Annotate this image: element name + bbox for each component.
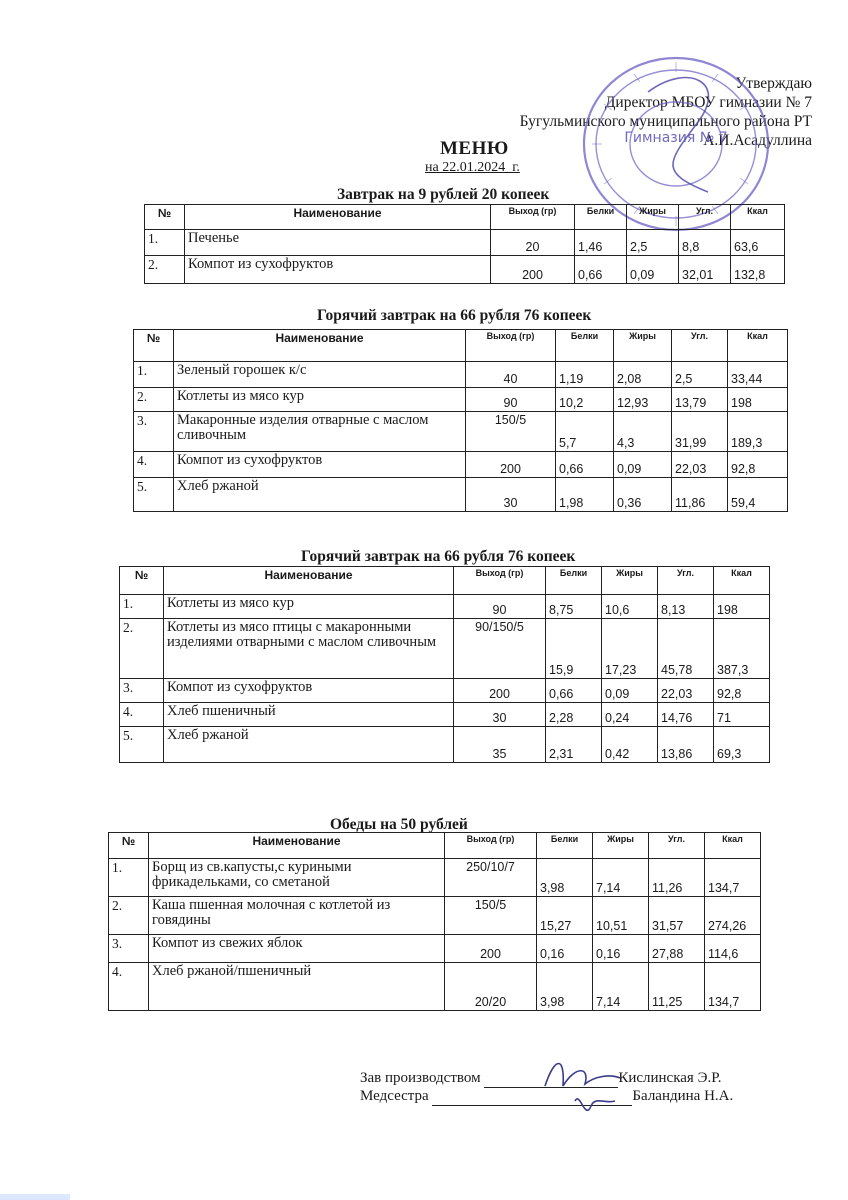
- row-kcal: 114,6: [705, 935, 761, 963]
- row-protein: 8,75: [546, 595, 602, 619]
- section-title-breakfast: Завтрак на 9 рублей 20 копеек: [337, 186, 550, 203]
- row-kcal: 59,4: [728, 478, 788, 512]
- table-row: [109, 897, 761, 935]
- row-fat: 12,93: [614, 388, 672, 412]
- row-yield: 30: [466, 478, 556, 512]
- header-num: №: [109, 833, 149, 859]
- row-fat: 0,09: [614, 452, 672, 478]
- table-row: [109, 935, 761, 963]
- row-yield: 150/5: [466, 412, 556, 452]
- row-num: 4.: [109, 963, 149, 1011]
- section-title-hot-breakfast-2: Горячий завтрак на 66 рубля 76 копеек: [301, 548, 576, 565]
- row-kcal: 274,26: [705, 897, 761, 935]
- table-row: [145, 230, 785, 256]
- row-carbs: 13,79: [672, 388, 728, 412]
- menu-date: на 22.01.2024_г.: [425, 160, 520, 175]
- header-protein: Белки: [556, 330, 614, 362]
- row-name: Печенье: [185, 230, 491, 256]
- header-num: №: [145, 205, 185, 230]
- header-kcal: Ккал: [714, 567, 770, 595]
- table-row: [134, 362, 788, 388]
- signature-production-label: Зав производством: [360, 1070, 481, 1086]
- row-protein: 1,19: [556, 362, 614, 388]
- row-protein: 1,98: [556, 478, 614, 512]
- menu-table-breakfast: [144, 204, 785, 284]
- header-kcal: Ккал: [705, 833, 761, 859]
- header-protein: Белки: [575, 205, 627, 230]
- header-kcal: Ккал: [731, 205, 785, 230]
- row-carbs: 22,03: [658, 679, 714, 703]
- table-row: [120, 595, 770, 619]
- row-carbs: 31,57: [649, 897, 705, 935]
- signature-nurse-label: Медсестра: [360, 1088, 429, 1104]
- table-row: [145, 256, 785, 284]
- menu-table-hot-breakfast-2: [119, 566, 770, 763]
- row-protein: 0,66: [556, 452, 614, 478]
- row-kcal: 92,8: [728, 452, 788, 478]
- approval-line-2: Директор МБОУ гимназии № 7: [604, 94, 812, 111]
- row-num: 2.: [145, 256, 185, 284]
- table-row: [134, 388, 788, 412]
- header-kcal: Ккал: [728, 330, 788, 362]
- row-yield: 90/150/5: [454, 619, 546, 679]
- row-kcal: 134,7: [705, 859, 761, 897]
- row-carbs: 13,86: [658, 727, 714, 763]
- section-title-lunch: Обеды на 50 рублей: [330, 816, 468, 833]
- row-carbs: 31,99: [672, 412, 728, 452]
- row-num: 1.: [145, 230, 185, 256]
- row-fat: 0,36: [614, 478, 672, 512]
- row-num: 4.: [134, 452, 174, 478]
- table-row: [109, 859, 761, 897]
- row-yield: 150/5: [445, 897, 537, 935]
- row-protein: 2,31: [546, 727, 602, 763]
- row-protein: 1,46: [575, 230, 627, 256]
- header-name: Наименование: [164, 567, 454, 595]
- row-fat: 10,6: [602, 595, 658, 619]
- row-name: Компот из сухофруктов: [164, 679, 454, 703]
- row-kcal: 134,7: [705, 963, 761, 1011]
- table-row: [120, 619, 770, 679]
- menu-table-lunch: [108, 832, 761, 1011]
- row-name: Котлеты из мясо кур: [174, 388, 466, 412]
- row-name: Компот из свежих яблок: [149, 935, 445, 963]
- row-fat: 0,09: [627, 256, 679, 284]
- row-carbs: 8,13: [658, 595, 714, 619]
- approval-line-4: А.И.Асадуллина: [703, 132, 812, 149]
- row-kcal: 69,3: [714, 727, 770, 763]
- row-carbs: 22,03: [672, 452, 728, 478]
- row-name: Компот из сухофруктов: [174, 452, 466, 478]
- row-protein: 2,28: [546, 703, 602, 727]
- table-row: [120, 703, 770, 727]
- row-kcal: 33,44: [728, 362, 788, 388]
- row-kcal: 132,8: [731, 256, 785, 284]
- row-name: Хлеб ржаной: [174, 478, 466, 512]
- row-name: Котлеты из мясо кур: [164, 595, 454, 619]
- table-header-row: [109, 833, 761, 859]
- row-carbs: 2,5: [672, 362, 728, 388]
- row-kcal: 198: [714, 595, 770, 619]
- handwritten-signature: [535, 1046, 625, 1126]
- header-yield: Выход (гр): [466, 330, 556, 362]
- header-fat: Жиры: [602, 567, 658, 595]
- row-protein: 0,66: [575, 256, 627, 284]
- row-yield: 200: [454, 679, 546, 703]
- row-carbs: 45,78: [658, 619, 714, 679]
- row-num: 4.: [120, 703, 164, 727]
- row-num: 3.: [134, 412, 174, 452]
- row-yield: 200: [466, 452, 556, 478]
- row-name: Каша пшенная молочная с котлетой из говядины: [149, 897, 445, 935]
- row-yield: 35: [454, 727, 546, 763]
- row-carbs: 27,88: [649, 935, 705, 963]
- row-num: 2.: [120, 619, 164, 679]
- row-carbs: 14,76: [658, 703, 714, 727]
- row-name: Хлеб ржаной/пшеничный: [149, 963, 445, 1011]
- header-protein: Белки: [546, 567, 602, 595]
- row-fat: 10,51: [593, 897, 649, 935]
- table-row: [134, 478, 788, 512]
- scan-edge-strip: [0, 1194, 70, 1200]
- header-carbs: Угл.: [672, 330, 728, 362]
- row-name: Котлеты из мясо птицы с макаронными изделиями отварными с маслом сливочным: [164, 619, 454, 679]
- row-fat: 0,09: [602, 679, 658, 703]
- row-fat: 2,08: [614, 362, 672, 388]
- approval-line-1: Утверждаю: [735, 75, 812, 92]
- row-kcal: 71: [714, 703, 770, 727]
- row-protein: 5,7: [556, 412, 614, 452]
- row-fat: 7,14: [593, 963, 649, 1011]
- table-header-row: [120, 567, 770, 595]
- row-yield: 200: [491, 256, 575, 284]
- table-row: [134, 452, 788, 478]
- row-fat: 0,24: [602, 703, 658, 727]
- row-num: 5.: [134, 478, 174, 512]
- row-yield: 90: [466, 388, 556, 412]
- row-name: Хлеб ржаной: [164, 727, 454, 763]
- row-name: Компот из сухофруктов: [185, 256, 491, 284]
- row-num: 1.: [120, 595, 164, 619]
- row-name: Хлеб пшеничный: [164, 703, 454, 727]
- row-fat: 17,23: [602, 619, 658, 679]
- header-yield: Выход (гр): [491, 205, 575, 230]
- row-yield: 20: [491, 230, 575, 256]
- row-protein: 15,27: [537, 897, 593, 935]
- signature-production-name: Кислинская Э.Р.: [618, 1070, 722, 1086]
- row-name: Макаронные изделия отварные с маслом сливочным: [174, 412, 466, 452]
- header-carbs: Угл.: [679, 205, 731, 230]
- page-title: МЕНЮ: [440, 138, 509, 159]
- row-carbs: 11,26: [649, 859, 705, 897]
- header-carbs: Угл.: [649, 833, 705, 859]
- row-num: 1.: [134, 362, 174, 388]
- row-fat: 4,3: [614, 412, 672, 452]
- header-name: Наименование: [174, 330, 466, 362]
- row-yield: 90: [454, 595, 546, 619]
- row-name: Борщ из св.капусты,с куриными фрикадельками, со сметаной: [149, 859, 445, 897]
- row-carbs: 32,01: [679, 256, 731, 284]
- row-yield: 40: [466, 362, 556, 388]
- header-num: №: [120, 567, 164, 595]
- row-num: 3.: [120, 679, 164, 703]
- row-num: 1.: [109, 859, 149, 897]
- row-num: 5.: [120, 727, 164, 763]
- row-kcal: 387,3: [714, 619, 770, 679]
- header-num: №: [134, 330, 174, 362]
- approval-line-3: Бугульминского муниципального района РТ: [519, 113, 812, 130]
- row-fat: 0,42: [602, 727, 658, 763]
- row-num: 3.: [109, 935, 149, 963]
- section-title-hot-breakfast-1: Горячий завтрак на 66 рубля 76 копеек: [317, 307, 592, 324]
- signature-nurse-name: Баландина Н.А.: [632, 1088, 734, 1104]
- row-carbs: 11,86: [672, 478, 728, 512]
- row-protein: 0,66: [546, 679, 602, 703]
- row-carbs: 11,25: [649, 963, 705, 1011]
- row-protein: 0,16: [537, 935, 593, 963]
- row-yield: 30: [454, 703, 546, 727]
- row-fat: 7,14: [593, 859, 649, 897]
- header-carbs: Угл.: [658, 567, 714, 595]
- table-row: [134, 412, 788, 452]
- row-num: 2.: [134, 388, 174, 412]
- header-fat: Жиры: [593, 833, 649, 859]
- row-num: 2.: [109, 897, 149, 935]
- row-protein: 15,9: [546, 619, 602, 679]
- header-yield: Выход (гр): [445, 833, 537, 859]
- table-header-row: [145, 205, 785, 230]
- table-row: [120, 727, 770, 763]
- table-row: [109, 963, 761, 1011]
- row-carbs: 8,8: [679, 230, 731, 256]
- header-name: Наименование: [149, 833, 445, 859]
- row-kcal: 63,6: [731, 230, 785, 256]
- header-name: Наименование: [185, 205, 491, 230]
- header-yield: Выход (гр): [454, 567, 546, 595]
- row-protein: 10,2: [556, 388, 614, 412]
- row-yield: 200: [445, 935, 537, 963]
- row-kcal: 198: [728, 388, 788, 412]
- row-fat: 2,5: [627, 230, 679, 256]
- table-header-row: [134, 330, 788, 362]
- menu-table-hot-breakfast-1: [133, 329, 788, 512]
- header-fat: Жиры: [614, 330, 672, 362]
- row-kcal: 189,3: [728, 412, 788, 452]
- row-yield: 20/20: [445, 963, 537, 1011]
- table-row: [120, 679, 770, 703]
- header-fat: Жиры: [627, 205, 679, 230]
- seal-text: Гимназия № 7: [624, 130, 728, 146]
- row-name: Зеленый горошек к/с: [174, 362, 466, 388]
- row-protein: 3,98: [537, 859, 593, 897]
- header-protein: Белки: [537, 833, 593, 859]
- row-kcal: 92,8: [714, 679, 770, 703]
- row-fat: 0,16: [593, 935, 649, 963]
- row-yield: 250/10/7: [445, 859, 537, 897]
- row-protein: 3,98: [537, 963, 593, 1011]
